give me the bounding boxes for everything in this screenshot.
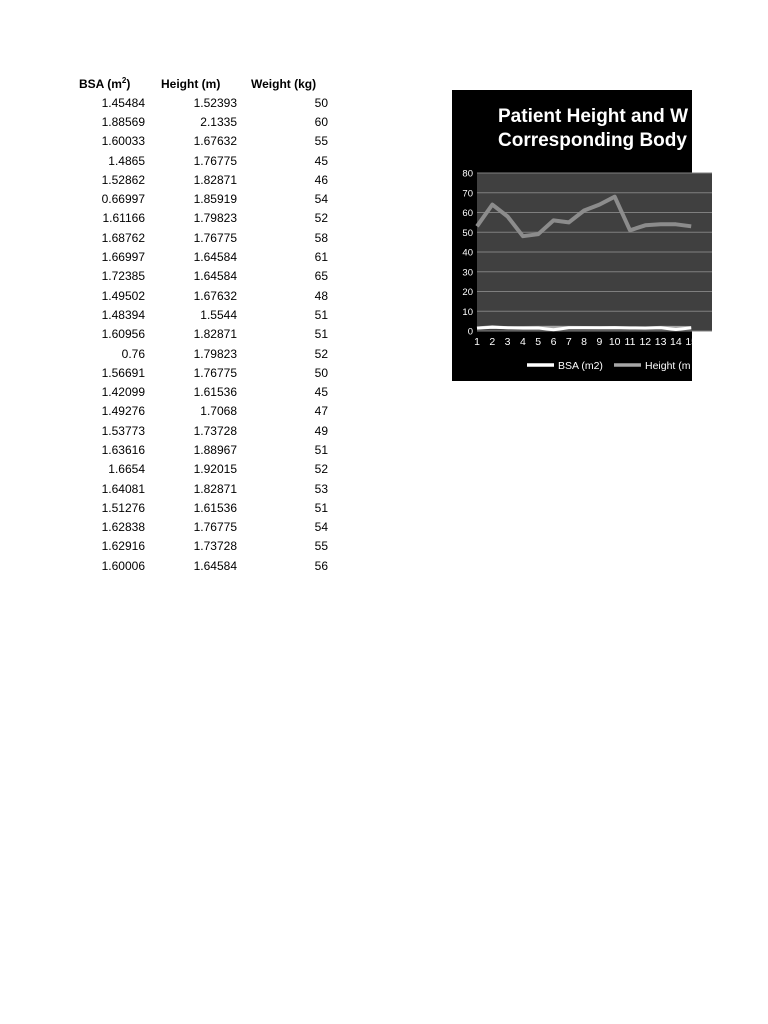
table-row [75, 228, 335, 247]
y-tick-label: 0 [467, 326, 473, 338]
x-tick-label: 14 [670, 336, 682, 348]
cell-bsa: 1.60006 [101, 558, 145, 573]
cell-height: 1.64584 [193, 269, 237, 284]
cell-bsa: 1.61166 [102, 211, 145, 226]
table-header-row [75, 74, 335, 93]
x-tick-label: 1 [474, 336, 480, 348]
chart-panel [452, 90, 698, 381]
cell-weight: 51 [314, 442, 328, 457]
cell-weight: 53 [314, 481, 328, 496]
table-row [75, 112, 335, 131]
cell-height: 1.5544 [200, 307, 237, 322]
cell-weight: 48 [314, 288, 328, 303]
cell-weight: 49 [314, 423, 328, 438]
cell-weight: 52 [314, 211, 328, 226]
cell-weight: 61 [314, 250, 328, 265]
x-tick-label: 7 [565, 336, 572, 348]
cell-height: 1.76775 [193, 230, 237, 245]
cell-height: 1.76775 [193, 520, 237, 535]
cell-weight: 50 [314, 365, 328, 380]
cell-bsa: 1.56691 [101, 365, 145, 380]
x-tick-label: 2 [489, 336, 496, 348]
cell-height: 1.61536 [193, 385, 237, 400]
cell-weight: 51 [314, 500, 328, 515]
table-row [75, 344, 335, 363]
y-tick-label: 10 [462, 306, 473, 318]
cell-bsa: 1.52862 [101, 172, 145, 187]
cell-height: 1.52393 [193, 95, 237, 110]
y-tick-label: 70 [462, 188, 473, 200]
table-row [75, 93, 335, 112]
cell-weight: 50 [314, 95, 328, 110]
cell-weight: 52 [314, 346, 328, 361]
spreadsheet-table [75, 74, 335, 575]
cell-height: 1.82871 [193, 327, 237, 342]
table-row [75, 518, 335, 537]
table-row [75, 440, 335, 459]
cell-bsa: 1.63616 [101, 442, 145, 457]
cell-weight: 52 [314, 462, 328, 477]
cell-bsa: 1.51276 [101, 500, 145, 515]
cell-bsa: 1.60033 [101, 134, 145, 149]
chart-title-line2: Corresponding Body [498, 130, 687, 151]
cell-height: 1.64584 [193, 558, 237, 573]
table-row [75, 556, 335, 575]
table-row [75, 479, 335, 498]
table-row [75, 402, 335, 421]
table-row [75, 537, 335, 556]
cell-height: 2.1335 [200, 114, 237, 129]
cell-bsa: 0.66997 [101, 192, 145, 207]
cell-height: 1.73728 [193, 423, 237, 438]
chart-title-line1: Patient Height and W [498, 106, 688, 127]
header-height: Height (m) [161, 76, 221, 91]
cell-height: 1.85919 [193, 192, 237, 207]
y-tick-label: 40 [462, 247, 473, 259]
cell-height: 1.92015 [193, 462, 237, 477]
y-tick-label: 60 [462, 208, 473, 219]
cell-bsa: 1.42099 [101, 385, 145, 400]
cell-weight: 60 [314, 114, 328, 129]
cell-bsa: 1.68762 [101, 230, 145, 245]
cell-bsa: 1.88569 [101, 114, 145, 129]
cell-bsa: 1.62838 [101, 520, 145, 535]
x-tick-label: 3 [504, 336, 511, 348]
cell-weight: 55 [314, 539, 328, 554]
cell-bsa: 1.49276 [101, 404, 145, 419]
cell-bsa: 1.4865 [108, 153, 145, 168]
cell-height: 1.82871 [193, 481, 237, 496]
cell-bsa: 1.49502 [101, 288, 145, 303]
table-row [75, 325, 335, 344]
legend-label-height: Height (m [645, 360, 691, 372]
cell-height: 1.67632 [193, 134, 237, 149]
table-row [75, 498, 335, 517]
cell-bsa: 0.76 [121, 346, 145, 361]
cell-height: 1.73728 [193, 539, 237, 554]
y-tick-label: 30 [462, 267, 473, 279]
cell-bsa: 1.72385 [101, 269, 145, 284]
cell-height: 1.79823 [193, 211, 237, 226]
cell-height: 1.7068 [200, 404, 237, 419]
cell-weight: 65 [314, 269, 328, 284]
cell-bsa: 1.53773 [101, 423, 145, 438]
cell-height: 1.88967 [193, 442, 237, 457]
cell-height: 1.76775 [193, 153, 237, 168]
header-bsa: BSA $(m^2)$ [79, 75, 131, 91]
x-tick-label: 5 [535, 336, 542, 348]
header-weight: Weight (kg) [251, 76, 317, 91]
cell-bsa: 1.62916 [101, 539, 145, 554]
table-row [75, 363, 335, 382]
x-tick-label: 4 [519, 336, 526, 348]
cell-height: 1.64584 [193, 250, 237, 265]
cell-weight: 54 [314, 520, 328, 535]
cell-bsa: 1.64081 [101, 481, 145, 496]
cell-weight: 46 [314, 172, 328, 187]
table-row [75, 170, 335, 189]
cell-height: 1.76775 [193, 365, 237, 380]
cell-weight: 51 [314, 307, 328, 322]
cell-weight: 55 [314, 134, 328, 149]
x-tick-label: 9 [596, 336, 603, 348]
table-row [75, 151, 335, 170]
x-tick-label: 8 [581, 336, 588, 348]
cell-weight: 45 [314, 385, 328, 400]
y-tick-label: 20 [462, 287, 473, 298]
cell-height: 1.61536 [193, 500, 237, 515]
table-row [75, 305, 335, 324]
table-row [75, 382, 335, 401]
table-row [75, 460, 335, 479]
table-row [75, 286, 335, 305]
cell-height: 1.82871 [193, 172, 237, 187]
table-row [75, 247, 335, 266]
cell-bsa: 1.45484 [101, 95, 145, 110]
cell-weight: 56 [314, 558, 328, 573]
cell-weight: 45 [314, 153, 328, 168]
cell-weight: 58 [314, 230, 328, 245]
table-row [75, 209, 335, 228]
cell-weight: 47 [314, 404, 328, 419]
cell-bsa: 1.48394 [101, 307, 145, 322]
x-tick-label: 13 [654, 336, 667, 348]
x-tick-label: 11 [624, 336, 636, 348]
x-tick-label: 12 [639, 336, 652, 348]
cell-height: 1.79823 [193, 346, 237, 361]
x-tick-label: 15 [685, 336, 698, 348]
cell-weight: 54 [314, 192, 328, 207]
legend-label-bsa: BSA (m2) [558, 360, 603, 372]
table-row [75, 132, 335, 151]
table-row [75, 421, 335, 440]
table-body [75, 93, 335, 575]
cell-bsa: 1.6654 [108, 462, 145, 477]
y-tick-label: 50 [462, 227, 473, 239]
cell-weight: 51 [314, 327, 328, 342]
cell-bsa: 1.66997 [101, 250, 145, 265]
table-row [75, 189, 335, 208]
x-tick-label: 10 [608, 336, 621, 348]
y-tick-label: 80 [462, 168, 473, 180]
chart-title [498, 105, 758, 153]
cell-height: 1.67632 [193, 288, 237, 303]
table-row [75, 267, 335, 286]
cell-bsa: 1.60956 [101, 327, 145, 342]
x-tick-label: 6 [550, 336, 557, 348]
